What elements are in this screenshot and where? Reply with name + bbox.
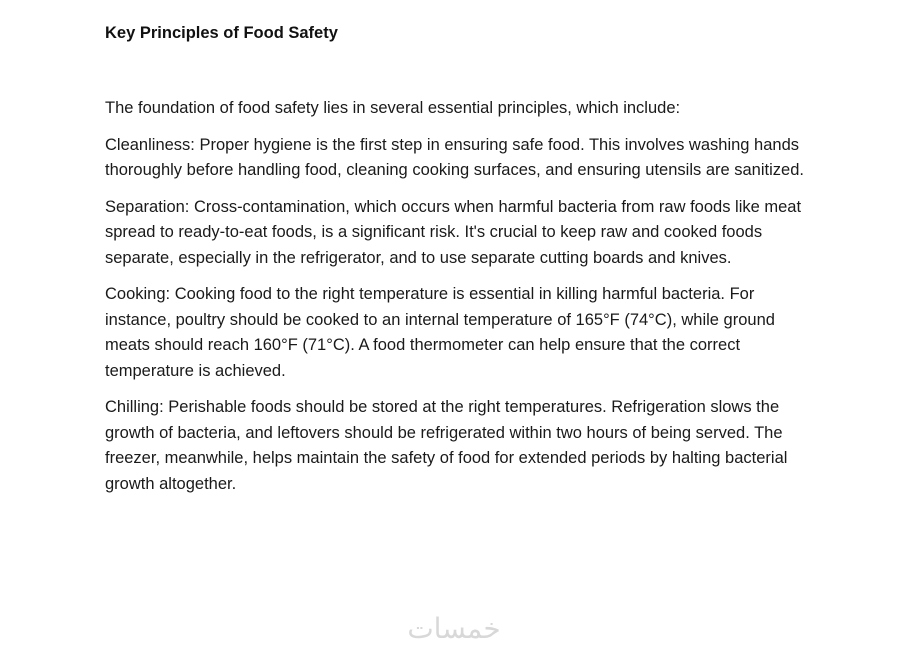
intro-paragraph: The foundation of food safety lies in several essential principles, which include: xyxy=(105,99,681,117)
separation-paragraph: Separation: Cross-contamination, which occurs when harmful bacteria from raw foods like meat spread to ready-to-eat foods, is a significant risk. It's crucial to keep raw and cooked foods separate, especially in the refrigerator, and to use separate cutting boards and knives. xyxy=(105,197,802,267)
chilling-paragraph: Chilling: Perishable foods should be stored at the right temperatures. Refrigeration slows the growth of bacteria, and leftovers should be refrigerated within two hours of being served. The freezer, meanwhile, helps maintain the safety of food for extended periods by halting bacterial growth altogether. xyxy=(105,398,788,493)
cleanliness-paragraph: Cleanliness: Proper hygiene is the first step in ensuring safe food. This involves washing hands thoroughly before handling food, cleaning cooking surfaces, and ensuring utensils are sanitized. xyxy=(105,135,804,179)
document-page xyxy=(105,22,807,508)
khamsat-watermark-logo: خمسات xyxy=(407,612,501,645)
cooking-paragraph: Cooking: Cooking food to the right temperature is essential in killing harmful bacteria. For instance, poultry should be cooked to an internal temperature of 165°F (74°C), while ground meats should reach 160°F (71°C). A food thermometer can help ensure that the correct temperature is achieved. xyxy=(105,285,775,380)
document-body xyxy=(105,96,807,497)
document-title: Key Principles of Food Safety xyxy=(105,24,338,42)
